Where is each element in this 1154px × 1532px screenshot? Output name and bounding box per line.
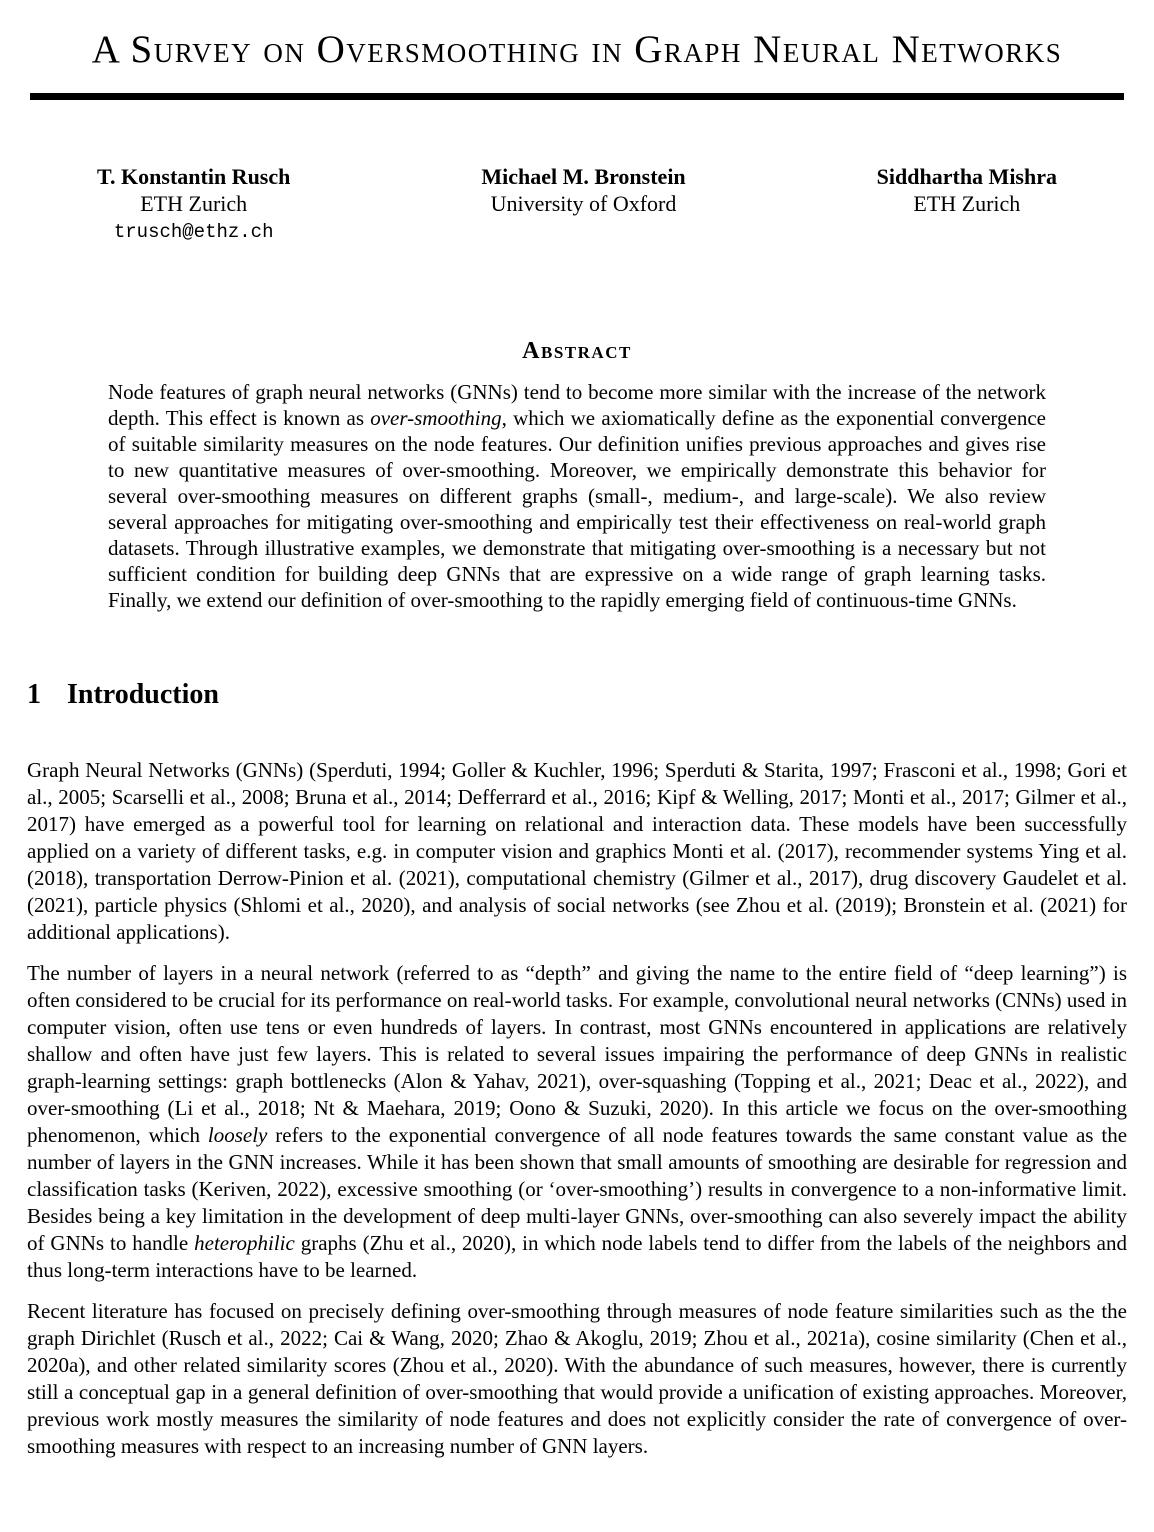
author-name: T. Konstantin Rusch	[97, 163, 291, 189]
section-number: 1	[27, 678, 41, 710]
author-block	[481, 164, 685, 244]
author-affiliation: ETH Zurich	[140, 190, 248, 216]
author-affiliation: University of Oxford	[490, 190, 677, 216]
abstract-segment: Node features of graph neural networks (GNNs) tend to become more similar with the increase of the network depth. This effect is known as	[108, 379, 1046, 430]
intro-paragraph-1: Graph Neural Networks (GNNs) (Sperduti, 1994; Goller & Kuchler, 1996; Sperduti & Starita, 1997; Frasconi et al., 1998; Gori et al., 2005; Scarselli et al., 2008; Bruna et al., 2014; Defferrard et al., 2016; Kipf & Welling, 2017; Monti et al., 2017; Gilmer et al., 2017) have emerged as a powerful tool for learning on relational and interaction data. These models have been successfully applied on a variety of different tasks, e.g. in computer vision and graphics Monti et al. (2017), recommender systems Ying et al. (2018), transportation Derrow-Pinion et al. (2021), computational chemistry (Gilmer et al., 2017), drug discovery Gaudelet et al. (2021), particle physics (Shlomi et al., 2020), and analysis of social networks (see Zhou et al. (2019); Bronstein et al. (2021) for additional applications).	[27, 757, 1127, 944]
paragraph-segment: graphs (Zhu et al., 2020), in which node labels tend to differ from the labels of the neighbors and thus long-term interactions have to be learned.	[27, 1230, 1127, 1282]
abstract-segment: , which we axiomatically define as the exponential convergence of suitable similarity measures on the node features. Our definition unifies previous approaches and gives rise to new quantitative measures of over-smoothing. Moreover, we empirically demonstrate this behavior for several over-smoothing measures on different graphs (small-, medium-, and large-scale). We also review several approaches for mitigating over-smoothing and empirically test their effectiveness on real-world graph datasets. Through illustrative examples, we demonstrate that mitigating over-smoothing is a necessary but not sufficient condition for building deep GNNs that are expressive on a wide range of graph learning tasks. Finally, we extend our definition of over-smoothing to the rapidly emerging field of continuous-time GNNs.	[108, 405, 1046, 612]
paragraph-segment-italic: loosely	[207, 1122, 268, 1147]
author-name: Siddhartha Mishra	[876, 163, 1057, 189]
abstract-segment-italic: over-smoothing	[370, 405, 502, 430]
author-name: Michael M. Bronstein	[481, 163, 686, 189]
paragraph-segment-italic: heterophilic	[194, 1230, 295, 1255]
abstract-text	[108, 379, 1046, 613]
paragraph-segment: The number of layers in a neural network (referred to as “depth” and giving the name to the entire field of “deep learning”) is often considered to be crucial for its performance on real-world tasks. For example, convolutional neural networks (CNNs) used in computer vision, often use tens or even hundreds of layers. In contrast, most GNNs encountered in applications are relatively shallow and often have just few layers. This is related to several issues impairing the performance of deep GNNs in realistic graph-learning settings: graph bottlenecks (Alon & Yahav, 2021), over-squashing (Topping et al., 2021; Deac et al., 2022), and over-smoothing (Li et al., 2018; Nt & Maehara, 2019; Oono & Suzuki, 2020). In this article we focus on the over-smoothing phenomenon, which	[27, 960, 1127, 1147]
author-block	[97, 164, 290, 244]
page-title: A Survey on Oversmoothing in Graph Neural Networks	[91, 28, 1063, 71]
author-block	[877, 164, 1057, 244]
section-title: Introduction	[67, 678, 219, 710]
author-email: trusch@ethz.ch	[113, 220, 274, 243]
title-divider-rule	[30, 93, 1124, 100]
intro-paragraph-2	[27, 960, 1127, 1284]
intro-paragraph-3: Recent literature has focused on precisely defining over-smoothing through measures of node feature similarities such as the the graph Dirichlet (Rusch et al., 2022; Cai & Wang, 2020; Zhao & Akoglu, 2019; Zhou et al., 2021a), cosine similarity (Chen et al., 2020a), and other related similarity scores (Zhou et al., 2020). With the abundance of such measures, however, there is currently still a conceptual gap in a general definition of over-smoothing that would provide a unification of existing approaches. Moreover, previous work mostly measures the similarity of node features and does not explicitly consider the rate of convergence of over-smoothing measures with respect to an increasing number of GNN layers.	[27, 1298, 1127, 1458]
abstract-section	[27, 338, 1127, 613]
paragraph-segment: refers to the exponential convergence of all node features towards the same constant value as the number of layers in the GNN increases. While it has been shown that small amounts of smoothing are desirable for regression and classification tasks (Keriven, 2022), excessive smoothing (or ‘over-smoothing’) results in convergence to a non-informative limit. Besides being a key limitation in the development of deep multi-layer GNNs, over-smoothing can also severely impact the ability of GNNs to handle	[27, 1122, 1128, 1255]
section-heading-introduction	[27, 679, 1127, 711]
authors-row	[97, 164, 1057, 244]
author-affiliation: ETH Zurich	[913, 190, 1021, 216]
abstract-heading: Abstract	[522, 337, 632, 364]
